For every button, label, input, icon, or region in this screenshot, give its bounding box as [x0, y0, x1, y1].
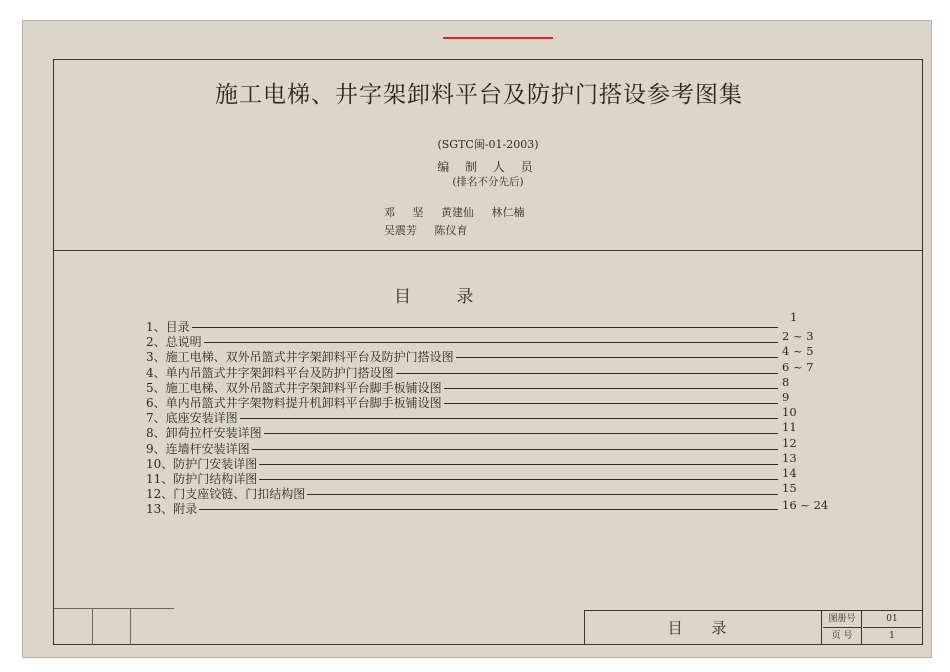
red-mark-line — [443, 37, 553, 39]
toc-item-page: 14 — [782, 466, 797, 480]
toc-item-title: 8、卸荷拉杆安装详图 — [146, 426, 262, 441]
toc-item — [146, 344, 814, 365]
compilers-note: (排名不分先后) — [452, 176, 524, 188]
toc-item — [146, 450, 806, 471]
toc-item-title: 2、总说明 — [146, 335, 202, 350]
compilers-label: 编 制 人 员 — [437, 160, 539, 174]
toc-item-page: 11 — [782, 420, 797, 435]
toc-item-page: 10 — [782, 405, 797, 420]
toc-item — [146, 420, 806, 441]
page-number-label: 页 号 — [823, 628, 862, 644]
toc-item-page: 13 — [782, 450, 797, 465]
toc-leader-line — [199, 509, 778, 510]
lower-left-stamp-grid — [54, 608, 174, 645]
toc-leader-line — [444, 403, 778, 404]
title-block — [584, 610, 923, 645]
compiler-names-row-2: 吴震芳 陈仪育 — [384, 224, 468, 237]
toc-item-page: 1 — [790, 310, 798, 324]
toc-item-title: 1、目录 — [146, 320, 190, 334]
compiler-names-row-1: 邓 坚 黄建仙 林仁楠 — [384, 206, 525, 219]
atlas-title: 施工电梯、井字架卸料平台及防护门搭设参考图集 — [215, 82, 743, 108]
toc-item — [146, 390, 806, 410]
toc-item — [146, 310, 806, 334]
toc-item — [146, 498, 829, 517]
toc-leader-line — [192, 327, 778, 328]
toc-item-title: 6、单内吊篮式井字架物料提升机卸料平台脚手板铺设图 — [146, 396, 442, 410]
toc-item-title: 12、门支座铰链、门扣结构图 — [146, 487, 306, 502]
atlas-code: (SGTC闽-01-2003) — [437, 138, 539, 151]
toc-item — [146, 359, 814, 380]
toc-item-title: 7、底座安装详图 — [146, 411, 238, 426]
toc-item — [146, 405, 806, 426]
header-band — [54, 60, 922, 251]
toc-item-page: 6 ~ 7 — [782, 359, 814, 374]
atlas-number-value: 01 — [863, 611, 921, 628]
toc-item-page: 4 ~ 5 — [782, 344, 814, 359]
toc-item-title: 4、单内吊篮式井字架卸料平台及防护门搭设图 — [146, 365, 394, 380]
toc-heading: 目 录 — [394, 287, 494, 307]
toc-leader-line — [259, 464, 778, 465]
toc-item-title: 10、防护门安装详图 — [146, 456, 258, 471]
atlas-number-label: 图册号 — [823, 611, 862, 628]
toc-leader-line — [252, 449, 778, 450]
document-sheet — [22, 20, 932, 658]
toc-item-title: 3、施工电梯、双外吊篮式井字架卸料平台及防护门搭设图 — [146, 350, 454, 365]
toc-leader-line — [307, 494, 778, 495]
toc-item-title: 11、防护门结构详图 — [146, 472, 258, 486]
toc-item-title: 13、附录 — [146, 502, 198, 517]
toc-item-page: 2 ~ 3 — [782, 329, 814, 344]
toc-item — [146, 435, 806, 456]
toc-item-title: 9、连墙杆安装详图 — [146, 441, 250, 456]
toc-leader-line — [396, 373, 778, 374]
toc-item-page: 8 — [782, 374, 790, 389]
toc-leader-line — [456, 357, 778, 358]
toc-item-page: 9 — [782, 390, 790, 404]
toc-item-page: 16 ~ 24 — [782, 498, 829, 513]
toc-item-title: 5、施工电梯、双外吊篮式井字架卸料平台脚手板铺设图 — [146, 380, 442, 395]
toc-leader-line — [240, 418, 778, 419]
toc-item — [146, 466, 806, 486]
toc-item-page: 12 — [782, 435, 797, 450]
toc-leader-line — [259, 479, 778, 480]
toc-leader-line — [444, 388, 778, 389]
toc-item — [146, 481, 806, 502]
toc-leader-line — [264, 433, 778, 434]
toc-item — [146, 329, 814, 350]
toc-item-page: 15 — [782, 481, 797, 496]
drawing-frame — [53, 59, 923, 645]
title-block-name: 目 录 — [585, 611, 822, 645]
toc-leader-line — [204, 342, 778, 343]
toc-item — [146, 374, 806, 395]
page-number-value: 1 — [889, 631, 895, 641]
